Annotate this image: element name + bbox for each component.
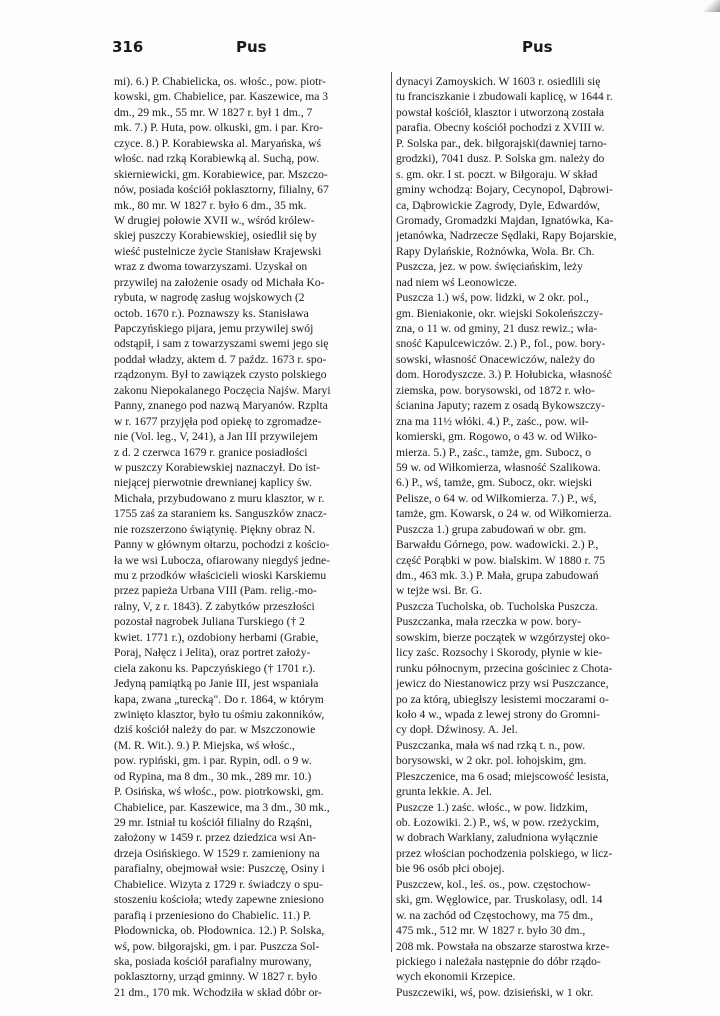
text-line: Poraj, Nałęcz i Jelita), oraz portret założy- xyxy=(114,646,311,660)
text-line: Chabielice, par. Kaszewice, ma 3 dm., 30 mk., xyxy=(114,800,330,814)
text-line: Puszcza 1.) wś, pow. lidzki, w 2 okr. pol., xyxy=(396,291,589,305)
text-line: w tejże wsi. Br. G. xyxy=(396,584,482,598)
text-line: 208 mk. Powstała na obszarze starostwa krze- xyxy=(396,939,610,953)
text-line: mk. 7.) P. Huta, pow. olkuski, gm. i par. Kro- xyxy=(114,121,323,135)
text-line: nów, posiada kościół poklasztorny, filialny, 67 xyxy=(114,183,329,197)
text-line: octob. 1670 r.). Poznawszy ks. Stanisława xyxy=(114,306,309,320)
text-line: borysowski, w 2 okr. pol. łohojskim, gm. xyxy=(396,754,587,768)
text-line: Pelisze, o 64 w. od Wiłkomierza. 7.) P., wś, xyxy=(396,491,597,505)
text-line: dynacyi Zamoyskich. W 1603 r. osiedlili się xyxy=(396,75,601,88)
text-line: dm., 463 mk. 3.) P. Mała, grupa zabudowań xyxy=(396,569,599,582)
text-line: Puszczewiki, wś, pow. dzisieński, w 1 okr. xyxy=(396,985,594,999)
text-line: s. gm. okr. I st. poczt. w Biłgoraju. W skład xyxy=(396,167,598,181)
text-line: dziś kościół należy do par. w Mszczonowie xyxy=(114,723,316,737)
text-line: Puszcze 1.) zaśc. włośc., w pow. lidzkim, xyxy=(396,800,588,814)
text-line: poklasztorny, urząd gminny. W 1827 r. było xyxy=(114,970,318,984)
text-line: ska, posiada kościół parafialny murowany, xyxy=(114,954,312,968)
running-title-left: Pus xyxy=(236,38,267,56)
text-line: w r. 1677 przyjęła pod opiekę to zgromadze- xyxy=(114,414,322,428)
text-line: skiej puszczy Korabiewskiej, osiedlił się by xyxy=(114,229,317,243)
text-line: ob. Łozowiki. 2.) P., wś, w pow. rzeżyckim, xyxy=(396,816,600,829)
text-line: jewicz do Niestanowicz przy wsi Puszczance, xyxy=(396,677,609,691)
scan-edge-shadow xyxy=(700,0,720,12)
text-line: cy dopł. Dźwinosy. A. Jel. xyxy=(396,723,518,737)
text-line: Panny w głównym ołtarzu, pochodzi z kościo- xyxy=(114,538,330,552)
text-line: zwinięto klasztor, było tu ośmiu zakonników, xyxy=(114,707,325,721)
text-line: Puszczew, kol., leś. os., pow. częstochow- xyxy=(396,877,591,891)
text-line: 21 dm., 170 mk. Wchodziła w skład dóbr or- xyxy=(114,985,322,999)
text-line: bie 96 osób płci obojej. xyxy=(396,862,505,876)
text-line: dm., 29 mk., 55 mr. W 1827 r. był 1 dm., 7 xyxy=(114,105,313,119)
text-line: gm. Bieniakonie, okr. wiejski Sokoleńszczy- xyxy=(396,306,604,320)
right-column xyxy=(396,74,668,1000)
text-line: koło 4 w., wpada z lewej strony do Gromni- xyxy=(396,707,601,721)
text-line: nie rozszerzono świątynię. Piękny obraz N. xyxy=(114,522,316,536)
text-line: założony w 1459 r. przez dziedzica wsi An- xyxy=(114,831,317,845)
text-line: 6.) P., wś, tamże, gm. Subocz, okr. wiejski xyxy=(396,476,593,490)
text-line: przez papieża Urbana VIII (Pam. relig.-mo- xyxy=(114,584,317,598)
text-line: wś, pow. biłgorajski, gm. i par. Puszcza Sol- xyxy=(114,939,320,953)
text-line: parafią i przeniesiono do Chabielic. 11.) P. xyxy=(114,908,311,922)
page-number: 316 xyxy=(112,38,144,56)
text-line: przywilej na założenie osady od Michała Ko- xyxy=(114,275,325,289)
text-line: Jedyną pamiątką po Janie III, jest wspaniała xyxy=(114,677,319,691)
text-line: pozostał nagrobek Juliana Turskiego († 2 xyxy=(114,615,305,629)
text-line: dom. Horodyszcze. 3.) P. Hołubicka, własność xyxy=(396,368,612,382)
text-line: mierza. 5.) P., zaśc., tamże, gm. Subocz, o xyxy=(396,445,592,459)
text-line: parafialny, obejmował wsie: Puszczę, Osiny i xyxy=(114,862,325,876)
text-line: Michała, przybudowano z muru klasztor, w r. xyxy=(114,491,325,505)
text-line: wieść pustelnicze życie Stanisław Krajewski xyxy=(114,244,322,258)
text-line: jetanówka, Nadrzecze Sędlaki, Rapy Bojarskie, xyxy=(396,229,617,243)
text-line: ca, Dąbrowickie Zagrody, Dyle, Edwardów, xyxy=(396,198,600,212)
text-line: (M. R. Wit.). 9.) P. Miejska, wś włośc., xyxy=(114,738,295,752)
text-line: włośc. nad rzką Korabiewką al. Suchą, pow. xyxy=(114,152,320,166)
text-line: od Rypina, ma 8 dm., 30 mk., 289 mr. 10.) xyxy=(114,769,312,783)
text-line: Puszczanka, mała rzeczka w pow. bory- xyxy=(396,615,581,629)
text-line: zakonu Niepokalanego Poczęcia Najśw. Maryi xyxy=(114,383,331,397)
text-line: ciela zakonu ks. Papczyńskiego († 1701 r.). xyxy=(114,661,316,675)
text-line: grunta lekkie. A. Jel. xyxy=(396,785,492,799)
text-line: Chabielice. Wizyta z 1729 r. świadczy o spu- xyxy=(114,877,323,891)
text-line: po za którą, ubiegłszy lesistemi moczarami o- xyxy=(396,692,609,706)
text-line: część Porąbki w pow. bialskim. W 1880 r. 75 xyxy=(396,553,606,567)
text-line: Puszczanka, mała wś nad rzką t. n., pow. xyxy=(396,738,586,752)
column-divider xyxy=(391,72,392,952)
text-line: 475 mk., 512 mr. W 1827 r. było 30 dm., xyxy=(396,924,586,938)
text-line: grodzki), 7041 dusz. P. Solska gm. należy do xyxy=(396,152,605,166)
text-line: stoszeniu kościoła; wtedy zapewne zniesiono xyxy=(114,893,324,907)
text-line: nie (Vol. leg., V, 241), a Jan III przywilejem xyxy=(114,430,318,444)
text-line: przez włościan pochodzenia polskiego, w licz- xyxy=(396,846,613,860)
text-line: 29 mr. Istniał tu kościół filialny do Rząśni, xyxy=(114,816,313,829)
text-line: Panny, znanego pod nazwą Maryanów. Rzplta xyxy=(114,399,328,413)
text-line: pickiego i należała następnie do dóbr rządo- xyxy=(396,954,601,968)
text-line: zna, o 11 w. od gminy, 21 dusz rewiz.; wła- xyxy=(396,322,598,335)
text-line: wych ekonomii Krzepice. xyxy=(396,970,516,984)
text-line: parafia. Obecny kościół pochodzi z XVIII w. xyxy=(396,121,605,135)
text-line: Puszcza 1.) grupa zabudowań w obr. gm. xyxy=(396,522,587,536)
text-line: w dobrach Warklany, zaludniona wyłącznie xyxy=(396,831,598,845)
text-line: drzeja Osińskiego. W 1529 r. zamieniony na xyxy=(114,846,320,860)
text-line: rządzonym. Był to zawiązek czysto polskiego xyxy=(114,368,327,382)
running-title-right: Pus xyxy=(522,38,553,56)
text-line: mu z przodków właścicieli wioski Karskiemu xyxy=(114,569,327,582)
page-header xyxy=(112,38,672,60)
text-line: sność Kapulcewiczów. 2.) P., fol., pow. bory- xyxy=(396,337,606,351)
text-line: mi). 6.) P. Chabielicka, os. włośc., pow. piotr- xyxy=(114,75,326,88)
text-line: 1755 zaś za staraniem ks. Sanguszków znacz- xyxy=(114,507,327,521)
text-line: ła we wsi Lubocza, ofiarowany niegdyś jedne- xyxy=(114,553,331,567)
text-line: gminy wchodzą: Bojary, Cecynopol, Dąbrowi- xyxy=(396,183,613,197)
text-line: odstąpił, i sam z towarzyszami swemi jego się xyxy=(114,337,329,351)
text-line: zna ma 11½ włóki. 4.) P., zaśc., pow. wił- xyxy=(396,414,589,428)
text-line: kapa, zwana „turecką". Do r. 1864, w którym xyxy=(114,692,324,706)
text-line: W drugiej połowie XVII w., wśród królew- xyxy=(114,213,315,227)
text-line: ziemska, pow. borysowski, od 1872 r. wło- xyxy=(396,383,595,397)
text-line: P. Solska par., dek. biłgorajski(dawniej tarno- xyxy=(396,136,607,150)
text-line: wraz z dwoma towarzyszami. Uzyskał on xyxy=(114,260,308,274)
text-line: sowskim, bierze początek w wzgórzystej oko- xyxy=(396,630,610,644)
text-line: licy zaśc. Rozsochy i Skorody, płynie w kie- xyxy=(396,646,603,660)
text-line: poddał władzy, aktem d. 7 paźdz. 1673 r. spo- xyxy=(114,352,327,366)
text-line: 59 w. od Wiłkomierza, własność Szalikowa. xyxy=(396,460,601,474)
text-line: mk., 80 mr. W 1827 r. było 6 dm., 35 mk. xyxy=(114,198,307,212)
text-line: kowski, gm. Chabielice, par. Kaszewice, ma 3 xyxy=(114,90,329,104)
text-line: Barwałdu Górnego, pow. wadowicki. 2.) P., xyxy=(396,538,599,552)
text-line: Pleszczenice, ma 6 osad; miejscowość lesista, xyxy=(396,769,609,783)
text-line: niejącej pierwotnie drewnianej kaplicy św. xyxy=(114,476,312,490)
text-line: Gromady, Gromadzki Majdan, Ignatówka, Ka- xyxy=(396,213,614,227)
text-line: w puszczy Korabiewskiej naznaczył. Do ist- xyxy=(114,460,321,474)
text-line: Puszcza, jez. w pow. święciańskim, leży xyxy=(396,260,583,274)
text-line: Rapy Dylańskie, Rożnówka, Wola. Br. Ch. xyxy=(396,244,595,258)
text-line: ścianina Japuty; razem z osadą Bykowszczy- xyxy=(396,399,605,413)
text-line: sowski, własność Onacewiczów, należy do xyxy=(396,352,595,366)
text-line: Płodownicka, ob. Płodownica. 12.) P. Solska, xyxy=(114,924,325,938)
text-line: w. na zachód od Częstochowy, ma 75 dm., xyxy=(396,908,594,922)
text-line: komierski, gm. Rogowo, o 43 w. od Wiłko- xyxy=(396,430,598,444)
text-line: ski, gm. Węglowice, par. Truskolasy, odl. 14 xyxy=(396,893,603,907)
text-line: nad niem wś Leonowicze. xyxy=(396,275,518,289)
left-column xyxy=(114,74,386,1000)
text-line: tu franciszkanie i zbudowali kaplicę, w 1644 r. xyxy=(396,90,613,104)
text-line: P. Osińska, wś włośc., pow. piotrkowski, gm. xyxy=(114,785,324,799)
text-line: tamże, gm. Kowarsk, o 24 w. od Wiłkomierza. xyxy=(396,507,612,521)
text-line: skierniewicki, gm. Korabiewice, par. Mszczo- xyxy=(114,167,328,181)
text-line: powstał kościół, klasztor i utworzoną została xyxy=(396,105,604,119)
text-line: Puszcza Tucholska, ob. Tucholska Puszcza. xyxy=(396,599,598,613)
text-line: ralny, V, z r. 1843). Z zabytków przeszłości xyxy=(114,599,315,613)
text-line: z d. 2 czerwca 1679 r. granice posiadłości xyxy=(114,445,308,459)
text-line: czyce. 8.) P. Korabiewska al. Maryańska, wś xyxy=(114,136,322,150)
text-line: runku północnym, przecina gościniec z Chota- xyxy=(396,661,613,675)
text-line: rybuta, w nagrodę zasług wojskowych (2 xyxy=(114,291,305,305)
text-line: pow. rypiński, gm. i par. Rypin, odl. o 9 w. xyxy=(114,754,312,768)
text-line: kwiet. 1771 r.), ozdobiony herbami (Grabie, xyxy=(114,630,319,644)
text-line: Papczyńskiego pijara, jemu przywilej swój xyxy=(114,322,314,335)
